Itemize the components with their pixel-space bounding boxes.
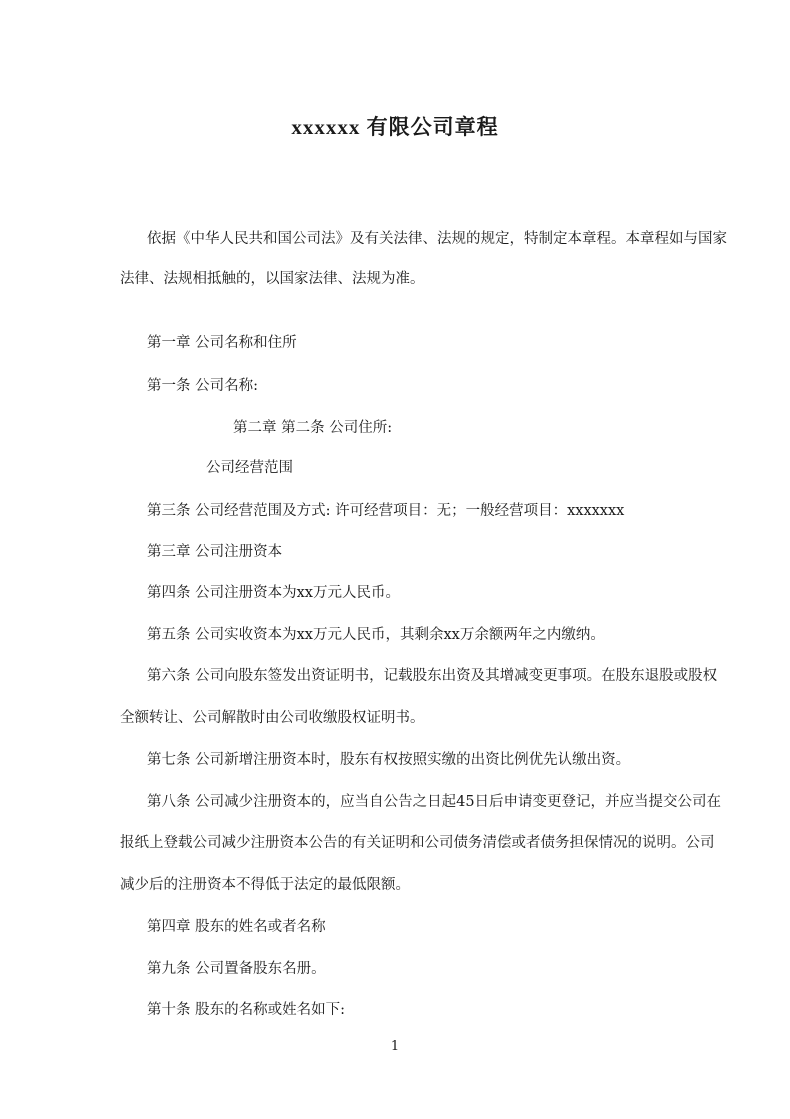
article-7: 第七条 公司新增注册资本时，股东有权按照实缴的出资比例优先认缴出资。 [147, 752, 631, 768]
article-8-line-2: 报纸上登载公司减少注册资本公告的有关证明和公司债务清偿或者债务担保情况的说明。公司 [120, 835, 715, 851]
article-10: 第十条 股东的名称或姓名如下: [147, 1002, 345, 1018]
intro-line-1: 依据《中华人民共和国公司法》及有关法律、法规的规定，特制定本章程。本章程如与国家 [147, 231, 727, 247]
page-number: 1 [390, 1039, 400, 1054]
chapter-1-heading: 第一章 公司名称和住所 [147, 335, 297, 351]
intro-line-2: 法律、法规相抵触的，以国家法律、法规为准。 [120, 271, 425, 287]
article-8-line-1: 第八条 公司减少注册资本的，应当自公告之日起45日后申请变更登记，并应当提交公司在 [147, 794, 722, 810]
article-6-line-1: 第六条 公司向股东签发出资证明书，记载股东出资及其增减变更事项。在股东退股或股权 [147, 668, 718, 684]
chapter-3-heading: 第三章 公司注册资本 [147, 544, 283, 560]
article-1: 第一条 公司名称: [147, 378, 258, 394]
article-3: 第三条 公司经营范围及方式: 许可经营项目：无；一般经营项目：xxxxxxx [147, 503, 625, 519]
article-9: 第九条 公司置备股东名册。 [147, 961, 326, 977]
document-title: xxxxxx 有限公司章程 [291, 115, 499, 139]
article-5: 第五条 公司实收资本为xx万元人民币，其剩余xx万余额两年之内缴纳。 [147, 627, 605, 643]
business-scope-heading: 公司经营范围 [206, 460, 293, 476]
article-4: 第四条 公司注册资本为xx万元人民币。 [147, 585, 400, 601]
article-6-line-2: 全额转让、公司解散时由公司收缴股权证明书。 [120, 710, 425, 726]
chapter-2-article-2: 第二章 第二条 公司住所: [233, 420, 393, 436]
chapter-4-heading: 第四章 股东的姓名或者名称 [147, 919, 326, 935]
article-8-line-3: 减少后的注册资本不得低于法定的最低限额。 [120, 877, 410, 893]
